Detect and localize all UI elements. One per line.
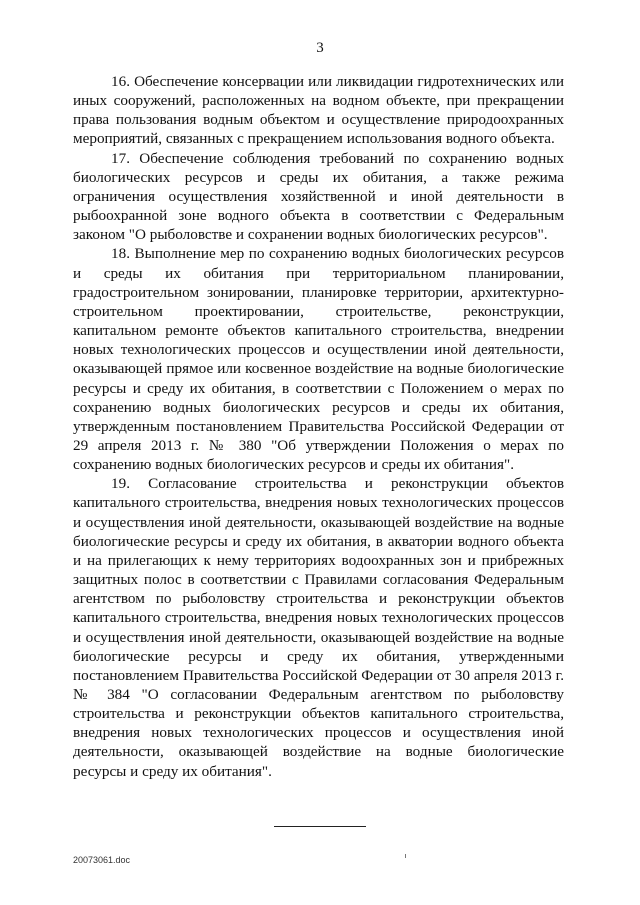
- document-body: [73, 72, 564, 781]
- page-number: 3: [316, 40, 324, 56]
- paragraph-19: 19. Согласование строительства и реконструкции объектов капитального строительства, внедрения новых технологических процессов и осуществления иной деятельности, оказывающей воздействие на водные биологические ресурсы и среду их обитания, в акватории водного объекта и на прилегающих к нему территориях водоохранных зон и прибрежных защитных полос в соответствии с Правилами согласования Федеральным агентством по рыболовству строительства и реконструкции объектов капитального строительства, внедрения новых технологических процессов и осуществления иной деятельности, оказывающей воздействие на водные биологические ресурсы и среду их обитания, утвержденными постановлением Правительства Российской Федерации от 30 апреля 2013 г. № 384 "О согласовании Федеральным агентством по рыболовству строительства и реконструкции объектов капитального строительства, внедрения новых технологических процессов и осуществления иной деятельности, оказывающей воздействие на водные биологические ресурсы и среду их обитания".: [73, 475, 564, 780]
- paragraph-18: 18. Выполнение мер по сохранению водных биологических ресурсов и среды их обитания при территориальном планировании, градостроительном зонировании, планировке территории, архитектурно-строительном проектировании, строительстве, реконструкции, капитальном ремонте объектов капитального строительства, внедрении новых технологических процессов и осуществлении иной деятельности, оказывающей прямое или косвенное воздействие на водные биологические ресурсы и среду их обитания, в соответствии с Положением о мерах по сохранению водных биологических ресурсов и среды их обитания, утвержденным постановлением Правительства Российской Федерации от 29 апреля 2013 г. № 380 "Об утверждении Положения о мерах по сохранению водных биологических ресурсов и среды их обитания".: [73, 245, 564, 474]
- end-separator-line: [274, 826, 366, 827]
- paragraph-16: 16. Обеспечение консервации или ликвидации гидротехнических или иных сооружений, расположенных на водном объекте, при прекращении права пользования водным объектом и осуществление природоохранных мероприятий, связанных с прекращением использования водного объекта.: [73, 73, 564, 148]
- footer-filename: 20073061.doc: [73, 855, 131, 865]
- footer-tick-mark: [405, 854, 406, 858]
- paragraph-17: 17. Обеспечение соблюдения требований по сохранению водных биологических ресурсов и среды их обитания, а также режима ограничения осуществления хозяйственной и иной деятельности в рыбоохранной зоне водного объекта в соответствии с Федеральным законом "О рыболовстве и сохранении водных биологических ресурсов".: [73, 149, 564, 244]
